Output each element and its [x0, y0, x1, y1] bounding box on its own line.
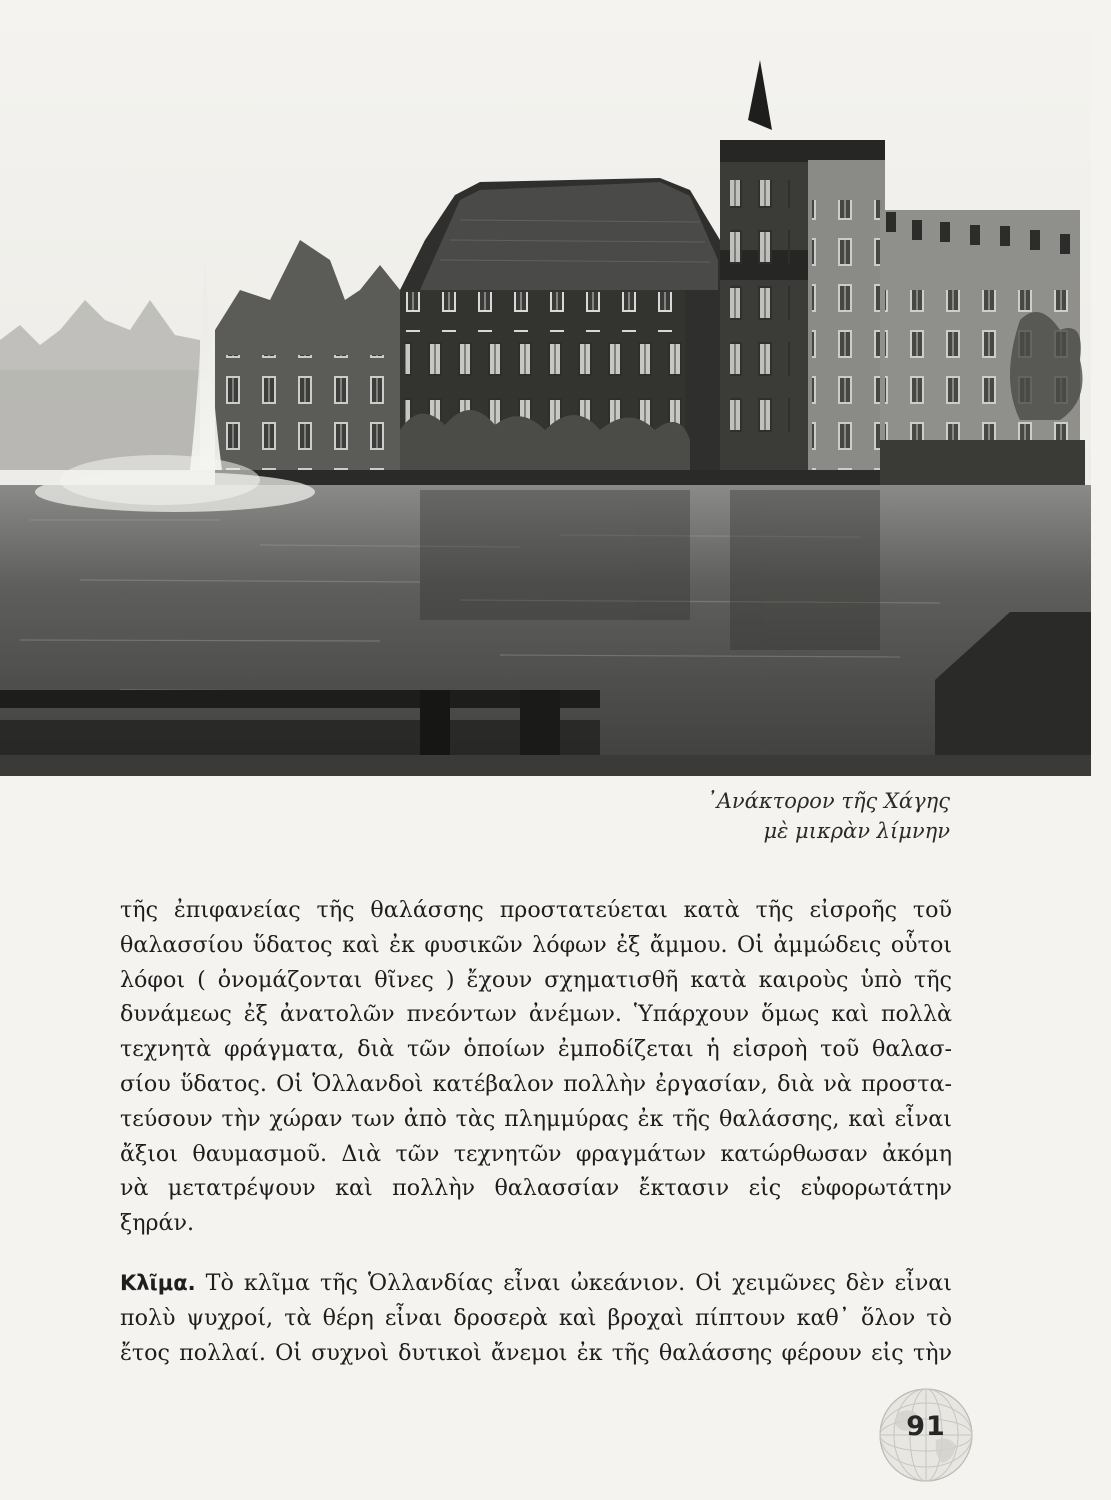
page-number: 91: [906, 1411, 946, 1442]
text-line: πολὺ ψυχροί, τὰ θέρη εἶναι δροσερὰ καὶ βροχαὶ πίπτουν καθ᾿ ὅλον τὸ: [120, 1304, 952, 1331]
text-line: θαλασσίου ὕδατος καὶ ἐκ φυσικῶν λόφων ἐξ ἄμμου. Οἱ ἀμμώδεις οὗτοι: [120, 931, 952, 958]
caption-line-2: μὲ μικρὰν λίμνην: [763, 819, 950, 843]
caption-line-1: ᾿Ανάκτορον τῆς Χάγης: [706, 789, 950, 813]
page-number-badge: [876, 1385, 976, 1485]
climate-first-line-text: Τὸ κλῖμα τῆς Ὁλλανδίας εἶναι ὠκεάνιον. Οἱ χειμῶνες δὲν εἶναι: [205, 1270, 952, 1296]
text-line: τεχνητὰ φράγματα, διὰ τῶν ὁποίων ἐμποδίζεται ἡ εἰσροὴ τοῦ θαλασ-: [120, 1036, 952, 1063]
text-line: ἔτος πολλαί. Οἱ συχνοὶ δυτικοὶ ἄνεμοι ἐκ τῆς θαλάσσης φέρουν εἰς τὴν: [120, 1339, 952, 1366]
climate-paragraph: [120, 1266, 952, 1370]
text-line: δυνάμεως ἐξ ἀνατολῶν πνεόντων ἀνέμων. Ὑπάρχουν ὅμως καὶ πολλὰ: [120, 1001, 952, 1028]
climate-first-line: [120, 1266, 952, 1301]
text-line: νὰ μετατρέψουν καὶ πολλὴν θαλασσίαν ἔκτασιν εἰς εὐφορωτάτην: [120, 1175, 952, 1202]
climate-heading: Κλῖμα.: [120, 1271, 196, 1295]
body-paragraph: [120, 893, 952, 1241]
text-line: ἄξιοι θαυμασμοῦ. Διὰ τῶν τεχνητῶν φραγμάτων κατώρθωσαν ἀκόμη: [120, 1140, 952, 1167]
text-line: ξηράν.: [120, 1210, 195, 1237]
text-line: λόφοι ( ὀνομάζονται θῖνες ) ἔχουν σχηματισθῆ κατὰ καιροὺς ὑπὸ τῆς: [120, 966, 952, 993]
text-line: τεύσουν τὴν χώραν των ἀπὸ τὰς πλημμύρας ἐκ τῆς θαλάσσης, καὶ εἶναι: [120, 1105, 952, 1132]
text-line: τῆς ἐπιφανείας τῆς θαλάσσης προστατεύεται κατὰ τῆς εἰσροῆς τοῦ: [120, 897, 952, 923]
photo-caption: [640, 786, 950, 846]
text-line: σίου ὕδατος. Οἱ Ὁλλανδοὶ κατέβαλον πολλὴν ἐργασίαν, διὰ νὰ προστα-: [120, 1070, 952, 1097]
